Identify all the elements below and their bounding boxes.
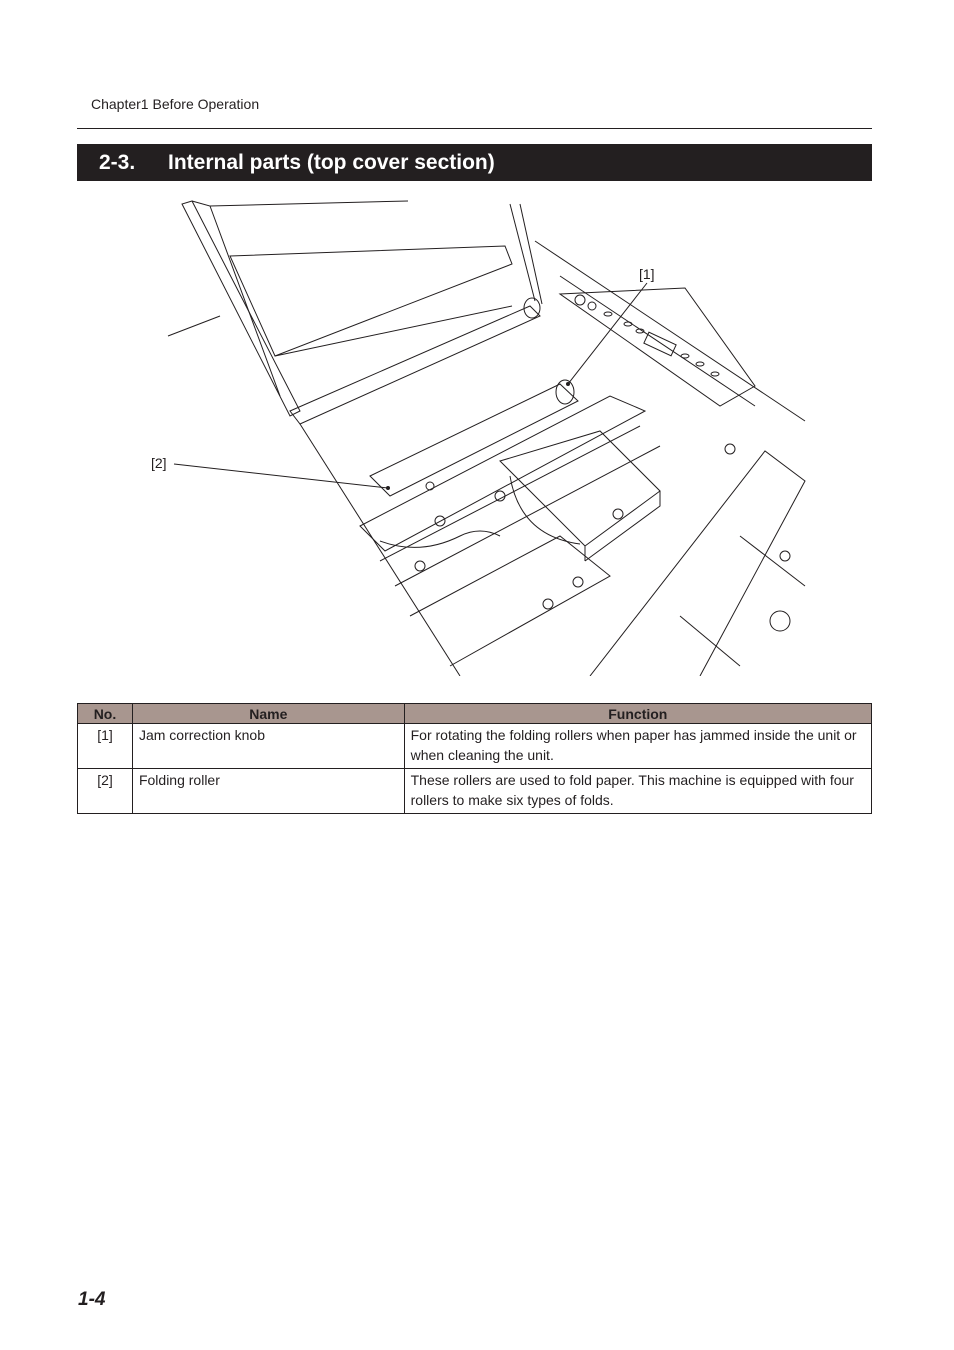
machine-illustration-svg: [140, 196, 820, 676]
col-header-name: Name: [132, 704, 404, 724]
row-no: [1]: [78, 724, 133, 769]
callout-2: [2]: [151, 455, 167, 471]
col-header-no: No.: [78, 704, 133, 724]
parts-table: [77, 703, 872, 814]
chapter-header: Chapter1 Before Operation: [91, 96, 260, 112]
table-row: [78, 724, 872, 769]
row-name: Jam correction knob: [132, 724, 404, 769]
leader-line-1: [568, 283, 647, 384]
row-function: For rotating the folding rollers when paper has jammed inside the unit or when cleaning the unit.: [404, 724, 871, 769]
table-header-row: [78, 704, 872, 724]
table-row: [78, 769, 872, 814]
section-heading-bar: [77, 144, 872, 181]
section-number: 2-3.: [99, 151, 136, 174]
callout-1: [1]: [639, 266, 655, 282]
col-header-function: Function: [404, 704, 871, 724]
row-function: These rollers are used to fold paper. This machine is equipped with four rollers to make six types of folds.: [404, 769, 871, 814]
leader-line-2: [174, 464, 388, 488]
page-number: 1-4: [78, 1289, 106, 1310]
row-name: Folding roller: [132, 769, 404, 814]
row-no: [2]: [78, 769, 133, 814]
machine-top-cover-illustration: [140, 196, 820, 676]
section-title: Internal parts (top cover section): [168, 151, 495, 174]
header-rule: [77, 128, 872, 129]
